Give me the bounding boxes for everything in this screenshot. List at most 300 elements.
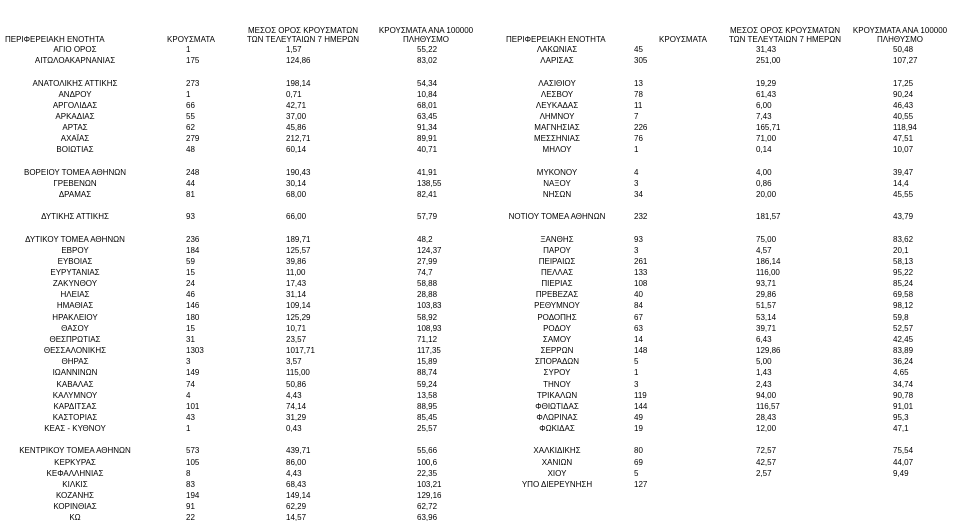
table-row xyxy=(0,300,960,311)
cell-rate: 17,25 xyxy=(893,78,914,88)
cell-name: ΙΩΑΝΝΙΝΩΝ xyxy=(52,368,98,378)
cell-cases: 80 xyxy=(634,446,643,456)
cell-name: ΧΑΛΚΙΔΙΚΗΣ xyxy=(533,446,581,456)
cell-rate: 74,7 xyxy=(417,268,433,277)
cell-rate: 90,24 xyxy=(893,89,914,99)
table-row xyxy=(0,234,960,245)
cell-rate: 54,34 xyxy=(417,78,438,88)
table-row xyxy=(0,222,960,233)
cell-name: ΑΙΤΩΛΟΑΚΑΡΝΑΝΙΑΣ xyxy=(34,56,116,66)
cell-name: ΚΕΦΑΛΛΗΝΙΑΣ xyxy=(46,468,104,478)
cell-avg: 129,86 xyxy=(756,346,781,356)
right-header-avg-line1: ΜΕΣΟΣ ΟΡΟΣ ΚΡΟΥΣΜΑΤΩΝ xyxy=(729,26,841,35)
cell-avg: 190,43 xyxy=(286,167,311,177)
cell-avg: 17,43 xyxy=(286,279,307,289)
cell-cases: 69 xyxy=(634,457,643,467)
cell-rate: 39,47 xyxy=(893,167,914,177)
cell-rate: 52,57 xyxy=(893,323,914,333)
cell-name: ΚΑΣΤΟΡΙΑΣ xyxy=(52,412,98,422)
cell-rate: 47,51 xyxy=(893,134,914,144)
cell-rate: 108,93 xyxy=(417,323,442,333)
cell-name: ΚΑΡΔΙΤΣΑΣ xyxy=(53,401,97,411)
cell-rate: 14,4 xyxy=(893,178,909,188)
cell-cases: 48 xyxy=(186,145,195,155)
cell-avg: 75,00 xyxy=(756,234,777,244)
cell-rate: 57,79 xyxy=(417,212,438,222)
cell-rate: 95,3 xyxy=(893,412,909,422)
cell-name: ΔΥΤΙΚΗΣ ΑΤΤΙΚΗΣ xyxy=(41,212,109,222)
cell-avg: 439,71 xyxy=(286,446,311,456)
cell-name: ΠΙΕΡΙΑΣ xyxy=(541,279,573,289)
cell-rate: 103,83 xyxy=(417,301,442,311)
cell-cases: 1 xyxy=(634,368,639,378)
table-row xyxy=(0,334,960,345)
cell-avg: 31,43 xyxy=(756,45,777,54)
cell-rate: 10,84 xyxy=(417,89,438,99)
cell-rate: 118,94 xyxy=(893,123,917,132)
cell-avg: 53,14 xyxy=(756,312,777,322)
cell-cases: 101 xyxy=(186,401,200,411)
cell-cases: 148 xyxy=(634,346,648,356)
cell-cases: 119 xyxy=(634,390,647,400)
cell-rate: 91,34 xyxy=(417,123,438,132)
cell-rate: 40,71 xyxy=(417,145,438,155)
cell-avg: 14,57 xyxy=(286,513,307,523)
cell-name: ΗΡΑΚΛΕΙΟΥ xyxy=(52,312,98,322)
cell-avg: 39,71 xyxy=(756,323,777,333)
table-row xyxy=(0,312,960,323)
cell-cases: 279 xyxy=(186,134,200,144)
cell-avg: 61,43 xyxy=(756,89,777,99)
cell-cases: 15 xyxy=(186,323,195,333)
cell-name: ΜΕΣΣΗΝΙΑΣ xyxy=(534,134,580,144)
table-row xyxy=(0,345,960,356)
cell-avg: 2,43 xyxy=(756,379,772,389)
cell-avg: 181,57 xyxy=(756,212,781,222)
cell-avg: 3,57 xyxy=(286,357,302,367)
table-row xyxy=(0,289,960,300)
cell-cases: 180 xyxy=(186,312,200,322)
cell-name: ΦΛΩΡΙΝΑΣ xyxy=(536,412,578,422)
cell-cases: 19 xyxy=(634,424,643,434)
cell-cases: 76 xyxy=(634,134,643,144)
cell-cases: 133 xyxy=(634,268,648,277)
cell-name: ΘΕΣΣΑΛΟΝΙΚΗΣ xyxy=(43,346,107,356)
cell-rate: 13,58 xyxy=(417,390,438,400)
cell-name: ΚΑΒΑΛΑΣ xyxy=(56,379,94,389)
cell-avg: 29,86 xyxy=(756,290,777,300)
cell-cases: 62 xyxy=(186,123,195,132)
right-header-avg-line2: ΤΩΝ ΤΕΛΕΥΤΑΙΩΝ 7 ΗΜΕΡΩΝ xyxy=(728,35,842,44)
table-row xyxy=(0,55,960,66)
cell-avg: 0,14 xyxy=(756,145,772,155)
cell-name: ΛΑΣΙΘΙΟΥ xyxy=(538,78,576,88)
cell-name: ΠΕΙΡΑΙΩΣ xyxy=(538,256,576,266)
cell-name: ΝΑΞΟΥ xyxy=(543,178,571,188)
cell-cases: 63 xyxy=(634,323,643,333)
table-row xyxy=(0,78,960,89)
cell-cases: 67 xyxy=(634,312,643,322)
cell-rate: 95,22 xyxy=(893,268,914,277)
cell-avg: 7,43 xyxy=(756,111,772,121)
cell-cases: 1303 xyxy=(186,346,204,356)
cell-avg: 86,00 xyxy=(286,457,307,467)
cell-rate: 85,45 xyxy=(417,412,438,422)
cell-name: ΣΕΡΡΩΝ xyxy=(540,346,574,356)
cell-cases: 55 xyxy=(186,111,195,121)
cell-cases: 24 xyxy=(186,279,195,289)
cell-cases: 232 xyxy=(634,212,648,222)
cell-avg: 149,14 xyxy=(286,491,311,500)
cell-name: ΧΙΟΥ xyxy=(547,468,567,478)
cell-avg: 4,43 xyxy=(286,390,302,400)
cell-name: ΘΗΡΑΣ xyxy=(61,357,89,367)
cell-rate: 47,1 xyxy=(893,424,909,434)
cell-avg: 31,29 xyxy=(286,412,307,422)
cell-rate: 22,35 xyxy=(417,468,438,478)
cell-cases: 49 xyxy=(634,412,643,422)
cell-cases: 3 xyxy=(634,379,639,389)
cell-avg: 109,14 xyxy=(286,301,311,311)
cell-name: ΕΥΒΟΙΑΣ xyxy=(57,256,93,266)
cell-cases: 83 xyxy=(186,479,195,489)
right-header-cases: ΚΡΟΥΣΜΑΤΑ xyxy=(659,35,707,44)
cell-rate: 9,49 xyxy=(893,468,909,478)
cell-avg: 51,57 xyxy=(756,301,777,311)
cell-avg: 93,71 xyxy=(756,279,777,289)
cell-name: ΤΡΙΚΑΛΩΝ xyxy=(536,390,578,400)
table-row xyxy=(0,211,960,222)
cell-name: ΠΕΛΛΑΣ xyxy=(540,268,574,277)
table-row xyxy=(0,156,960,167)
cell-cases: 5 xyxy=(634,468,639,478)
table-row xyxy=(0,245,960,256)
cell-name: ΑΧΑΪΑΣ xyxy=(60,134,90,144)
cell-avg: 30,14 xyxy=(286,178,307,188)
cell-rate: 42,45 xyxy=(893,334,914,344)
cell-cases: 93 xyxy=(186,212,195,222)
cell-avg: 11,00 xyxy=(286,268,306,277)
cell-name: ΤΗΝΟΥ xyxy=(543,379,571,389)
cell-rate: 43,79 xyxy=(893,212,914,222)
cell-name: ΥΠΟ ΔΙΕΡΕΥΝΗΣΗ xyxy=(521,479,593,489)
cell-name: ΜΗΛΟΥ xyxy=(542,145,572,155)
cell-name: ΔΥΤΙΚΟΥ ΤΟΜΕΑ ΑΘΗΝΩΝ xyxy=(25,234,125,244)
cell-cases: 22 xyxy=(186,513,195,523)
cell-cases: 78 xyxy=(634,89,643,99)
cell-avg: 186,14 xyxy=(756,256,781,266)
cell-avg: 68,00 xyxy=(286,190,307,199)
cell-cases: 7 xyxy=(634,111,639,121)
cell-rate: 88,95 xyxy=(417,401,438,411)
cell-name: ΚΩ xyxy=(69,513,81,523)
cell-name: ΝΟΤΙΟΥ ΤΟΜΕΑ ΑΘΗΝΩΝ xyxy=(508,212,606,222)
cell-name: ΣΥΡΟΥ xyxy=(543,368,571,378)
cell-rate: 98,12 xyxy=(893,301,914,311)
cell-rate: 58,13 xyxy=(893,256,914,266)
cell-rate: 83,02 xyxy=(417,56,438,66)
cell-name: ΑΡΚΑΔΙΑΣ xyxy=(55,111,95,121)
cell-cases: 149 xyxy=(186,368,200,378)
cell-name: ΗΜΑΘΙΑΣ xyxy=(56,301,94,311)
cell-avg: 212,71 xyxy=(286,134,311,144)
cell-name: ΚΙΛΚΙΣ xyxy=(62,479,88,489)
cell-cases: 1 xyxy=(186,45,191,54)
cell-avg: 6,43 xyxy=(756,334,772,344)
cell-cases: 184 xyxy=(186,245,200,255)
cell-name: ΘΕΣΠΡΩΤΙΑΣ xyxy=(49,334,101,344)
cell-cases: 127 xyxy=(634,479,648,489)
cell-name: ΜΥΚΟΝΟΥ xyxy=(536,167,578,177)
cell-cases: 175 xyxy=(186,56,200,66)
cell-cases: 44 xyxy=(186,178,195,188)
cell-name: ΚΟΖΑΝΗΣ xyxy=(55,491,95,500)
cell-avg: 71,00 xyxy=(756,134,777,144)
table-row xyxy=(0,278,960,289)
table-row xyxy=(0,256,960,267)
cell-rate: 28,88 xyxy=(417,290,438,300)
cell-avg: 62,29 xyxy=(286,502,307,512)
cell-rate: 68,01 xyxy=(417,100,438,110)
table-row xyxy=(0,200,960,211)
cell-avg: 12,00 xyxy=(756,424,777,434)
cell-name: ΣΑΜΟΥ xyxy=(542,334,572,344)
cell-avg: 45,86 xyxy=(286,123,307,132)
cell-cases: 40 xyxy=(634,290,643,300)
cell-name: ΡΟΔΟΠΗΣ xyxy=(537,312,577,322)
cell-avg: 1,43 xyxy=(756,368,772,378)
table-row xyxy=(0,111,960,122)
cell-avg: 74,14 xyxy=(286,401,307,411)
table-row xyxy=(0,490,960,501)
cell-cases: 1 xyxy=(186,424,191,434)
cell-name: ΚΑΛΥΜΝΟΥ xyxy=(52,390,98,400)
cell-rate: 55,66 xyxy=(417,446,438,456)
cell-rate: 90,78 xyxy=(893,390,914,400)
cell-name: ΓΡΕΒΕΝΩΝ xyxy=(53,178,97,188)
cell-avg: 31,14 xyxy=(286,290,307,300)
cell-cases: 4 xyxy=(634,167,639,177)
cell-rate: 58,92 xyxy=(417,312,438,322)
cell-cases: 105 xyxy=(186,457,200,467)
cell-avg: 94,00 xyxy=(756,390,777,400)
cell-cases: 236 xyxy=(186,234,200,244)
cell-avg: 1,57 xyxy=(286,45,302,54)
cell-rate: 45,55 xyxy=(893,190,914,199)
cell-name: ΑΡΓΟΛΙΔΑΣ xyxy=(52,100,98,110)
table-row xyxy=(0,468,960,479)
cell-rate: 138,55 xyxy=(417,178,442,188)
cell-name: ΘΑΣΟΥ xyxy=(61,323,89,333)
cell-name: ΛΕΥΚΑΔΑΣ xyxy=(535,100,579,110)
cell-rate: 48,2 xyxy=(417,234,433,244)
cell-name: ΔΡΑΜΑΣ xyxy=(58,190,92,199)
cell-rate: 100,6 xyxy=(417,457,438,467)
cell-rate: 124,37 xyxy=(417,245,442,255)
cell-avg: 0,71 xyxy=(286,89,302,99)
cell-rate: 62,72 xyxy=(417,502,438,512)
cell-rate: 69,58 xyxy=(893,290,914,300)
cell-rate: 15,89 xyxy=(417,357,438,367)
cell-cases: 84 xyxy=(634,301,643,311)
cell-cases: 66 xyxy=(186,100,195,110)
cell-rate: 58,88 xyxy=(417,279,438,289)
cell-name: ΚΕΡΚΥΡΑΣ xyxy=(54,457,96,467)
cell-name: ΑΡΤΑΣ xyxy=(62,123,88,132)
table-row xyxy=(0,390,960,401)
cell-name: ΛΗΜΝΟΥ xyxy=(539,111,575,121)
cell-avg: 198,14 xyxy=(286,78,311,88)
cell-avg: 20,00 xyxy=(756,190,777,199)
cell-rate: 25,57 xyxy=(417,424,438,434)
cell-name: ΛΑΡΙΣΑΣ xyxy=(540,56,574,66)
cell-rate: 117,35 xyxy=(417,346,441,356)
cell-rate: 129,16 xyxy=(417,491,442,500)
cell-name: ΣΠΟΡΑΔΩΝ xyxy=(534,357,580,367)
cell-avg: 19,29 xyxy=(756,78,777,88)
cell-avg: 10,71 xyxy=(286,323,307,333)
cell-avg: 251,00 xyxy=(756,56,781,66)
cell-rate: 44,07 xyxy=(893,457,914,467)
cell-cases: 91 xyxy=(186,502,195,512)
table-row xyxy=(0,144,960,155)
table-row xyxy=(0,434,960,445)
cell-name: ΠΡΕΒΕΖΑΣ xyxy=(535,290,579,300)
cell-name: ΞΑΝΘΗΣ xyxy=(540,234,574,244)
cell-rate: 107,27 xyxy=(893,56,918,66)
table-row xyxy=(0,100,960,111)
cell-rate: 85,24 xyxy=(893,279,914,289)
table-row xyxy=(0,423,960,434)
cell-rate: 27,99 xyxy=(417,256,438,266)
left-header-avg-line1: ΜΕΣΟΣ ΟΡΟΣ ΚΡΟΥΣΜΑΤΩΝ xyxy=(247,26,359,35)
cell-avg: 37,00 xyxy=(286,111,307,121)
cell-rate: 55,22 xyxy=(417,45,438,54)
cell-rate: 40,55 xyxy=(893,111,914,121)
cell-rate: 88,74 xyxy=(417,368,438,378)
cell-avg: 4,57 xyxy=(756,245,772,255)
table-row xyxy=(0,133,960,144)
cell-avg: 4,00 xyxy=(756,167,772,177)
cell-avg: 116,57 xyxy=(756,401,780,411)
cell-name: ΛΕΣΒΟΥ xyxy=(540,89,574,99)
cell-cases: 248 xyxy=(186,167,200,177)
table-row xyxy=(0,89,960,100)
cell-name: ΦΩΚΙΔΑΣ xyxy=(539,424,575,434)
cell-name: ΑΓΙΟ ΟΡΟΣ xyxy=(53,45,97,54)
table-row xyxy=(0,44,960,55)
cell-name: ΑΝΔΡΟΥ xyxy=(58,89,92,99)
cell-name: ΗΛΕΙΑΣ xyxy=(60,290,90,300)
cell-rate: 91,01 xyxy=(893,401,914,411)
cell-cases: 93 xyxy=(634,234,643,244)
left-header-avg-line2: ΤΩΝ ΤΕΛΕΥΤΑΙΩΝ 7 ΗΜΕΡΩΝ xyxy=(246,35,360,44)
cell-avg: 2,57 xyxy=(756,468,772,478)
cell-avg: 23,57 xyxy=(286,334,307,344)
cell-rate: 63,45 xyxy=(417,111,438,121)
cell-rate: 50,48 xyxy=(893,45,914,54)
table-row xyxy=(0,501,960,512)
table-row xyxy=(0,323,960,334)
cell-rate: 103,21 xyxy=(417,479,442,489)
cell-avg: 4,43 xyxy=(286,468,302,478)
cell-cases: 31 xyxy=(186,334,195,344)
cell-name: ΑΝΑΤΟΛΙΚΗΣ ΑΤΤΙΚΗΣ xyxy=(32,78,118,88)
cell-name: ΜΑΓΝΗΣΙΑΣ xyxy=(534,123,580,132)
cell-name: ΚΕΝΤΡΙΚΟΥ ΤΟΜΕΑ ΑΘΗΝΩΝ xyxy=(19,446,131,456)
cell-cases: 81 xyxy=(186,190,195,199)
right-header-rate-line1: ΚΡΟΥΣΜΑΤΑ ΑΝΑ 100000 xyxy=(852,26,948,35)
cell-avg: 125,57 xyxy=(286,245,311,255)
cell-name: ΒΟΡΕΙΟΥ ΤΟΜΕΑ ΑΘΗΝΩΝ xyxy=(23,167,127,177)
table-row xyxy=(0,401,960,412)
cell-avg: 50,86 xyxy=(286,379,307,389)
cell-avg: 1017,71 xyxy=(286,346,315,356)
cell-cases: 305 xyxy=(634,56,648,66)
cell-rate: 41,91 xyxy=(417,167,438,177)
cell-avg: 39,86 xyxy=(286,256,307,266)
cell-cases: 146 xyxy=(186,301,200,311)
cell-avg: 0,43 xyxy=(286,424,302,434)
table-row xyxy=(0,457,960,468)
cell-rate: 10,07 xyxy=(893,145,914,155)
cell-cases: 226 xyxy=(634,123,648,132)
cell-rate: 83,89 xyxy=(893,346,914,356)
cell-cases: 261 xyxy=(634,256,648,266)
left-header-rate-line1: ΚΡΟΥΣΜΑΤΑ ΑΝΑ 100000 xyxy=(378,26,474,35)
cell-cases: 144 xyxy=(634,401,648,411)
table-row xyxy=(0,178,960,189)
cell-rate: 83,62 xyxy=(893,234,914,244)
cell-cases: 108 xyxy=(634,279,648,289)
cell-avg: 6,00 xyxy=(756,100,772,110)
cell-avg: 5,00 xyxy=(756,357,772,367)
cell-name: ΕΒΡΟΥ xyxy=(61,245,89,255)
cell-cases: 4 xyxy=(186,390,191,400)
cell-avg: 0,86 xyxy=(756,178,772,188)
cell-avg: 60,14 xyxy=(286,145,307,155)
cell-cases: 3 xyxy=(186,357,191,367)
left-header-cases: ΚΡΟΥΣΜΑΤΑ xyxy=(167,35,215,44)
cell-rate: 75,54 xyxy=(893,446,914,456)
cell-cases: 273 xyxy=(186,78,200,88)
table-row xyxy=(0,356,960,367)
table-row xyxy=(0,412,960,423)
cell-avg: 68,43 xyxy=(286,479,307,489)
table-row xyxy=(0,122,960,133)
cell-rate: 63,96 xyxy=(417,513,438,523)
cell-cases: 5 xyxy=(634,357,639,367)
cell-cases: 1 xyxy=(186,89,191,99)
cell-avg: 124,86 xyxy=(286,56,311,66)
cell-cases: 8 xyxy=(186,468,191,478)
cell-cases: 11 xyxy=(634,100,643,110)
cell-avg: 72,57 xyxy=(756,446,777,456)
cell-cases: 13 xyxy=(634,78,643,88)
cell-avg: 42,57 xyxy=(756,457,777,467)
cell-avg: 116,00 xyxy=(756,268,780,277)
cell-name: ΡΕΘΥΜΝΟΥ xyxy=(534,301,580,311)
cell-cases: 46 xyxy=(186,290,195,300)
cell-cases: 34 xyxy=(634,190,643,199)
table-row xyxy=(0,479,960,490)
cell-cases: 15 xyxy=(186,268,195,277)
cell-cases: 3 xyxy=(634,245,639,255)
cell-cases: 14 xyxy=(634,334,643,344)
table-row xyxy=(0,512,960,523)
cell-rate: 89,91 xyxy=(417,134,438,144)
cell-avg: 115,00 xyxy=(286,368,310,378)
